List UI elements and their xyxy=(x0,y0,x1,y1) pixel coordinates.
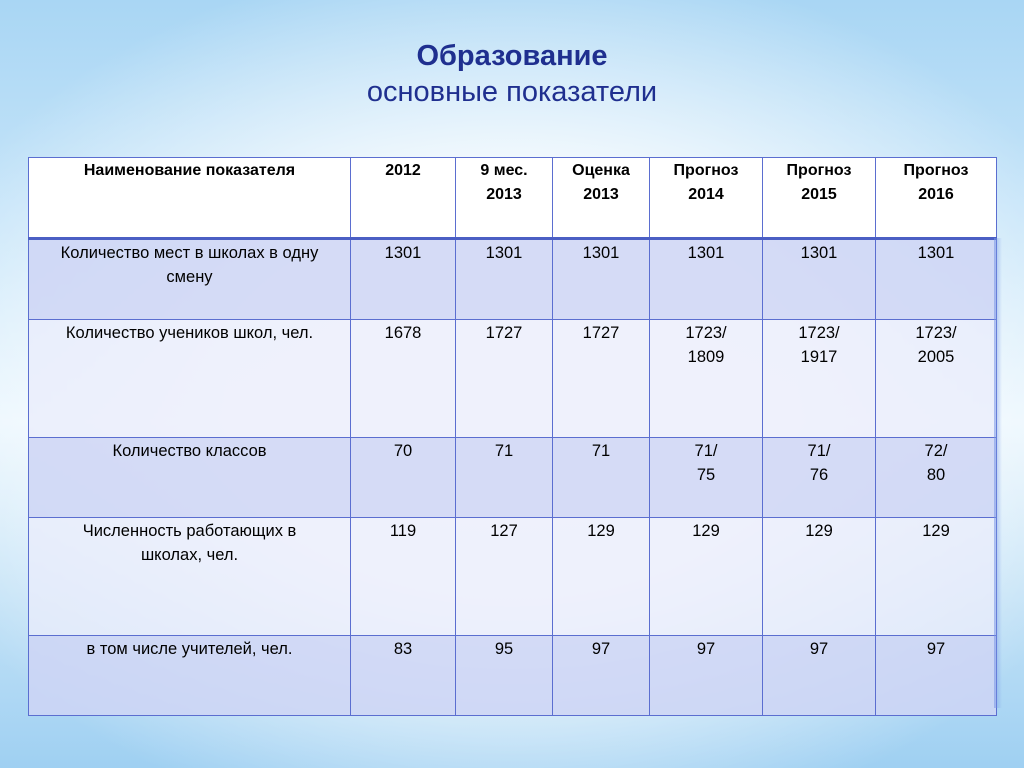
header-text-line: 2014 xyxy=(688,186,724,203)
value-line: 129 xyxy=(587,522,615,540)
value-cell xyxy=(876,239,997,320)
header-period-1 xyxy=(351,158,456,239)
value-cell xyxy=(351,320,456,438)
value-cell xyxy=(763,320,876,438)
indicator-name-line: Количество мест в школах в одну xyxy=(60,244,319,262)
value-line: 1809 xyxy=(687,348,725,366)
value-line: 83 xyxy=(393,640,413,658)
value-line: 71/ xyxy=(694,442,718,460)
header-period-5 xyxy=(763,158,876,239)
indicator-name-line: школах, чел. xyxy=(140,546,239,564)
value-line: 1301 xyxy=(582,244,620,262)
indicator-name-cell xyxy=(29,239,351,320)
value-line: 1917 xyxy=(800,348,838,366)
value-cell xyxy=(456,636,553,716)
value-cell xyxy=(553,438,650,518)
value-cell xyxy=(876,320,997,438)
value-cell xyxy=(876,438,997,518)
value-line: 1678 xyxy=(384,324,422,342)
header-text-line: 2012 xyxy=(385,162,421,179)
value-line: 1723/ xyxy=(685,324,727,342)
value-line: 1301 xyxy=(384,244,422,262)
indicator-name-line: в том числе учителей, чел. xyxy=(86,640,293,658)
value-line: 1301 xyxy=(800,244,838,262)
value-cell xyxy=(650,320,763,438)
header-text-line: Прогноз xyxy=(786,162,852,179)
value-cell xyxy=(351,239,456,320)
header-period-2 xyxy=(456,158,553,239)
header-text-line: Оценка xyxy=(572,162,630,179)
value-cell xyxy=(351,438,456,518)
value-line: 75 xyxy=(696,466,716,484)
slide-title: Образование xyxy=(416,40,608,72)
indicator-name-cell xyxy=(29,438,351,518)
header-indicator-name xyxy=(29,158,351,239)
header-text-line: 2016 xyxy=(918,186,954,203)
header-period-3 xyxy=(553,158,650,239)
header-text-line: Прогноз xyxy=(903,162,969,179)
indicator-name-cell xyxy=(29,518,351,636)
value-line: 97 xyxy=(809,640,829,658)
value-line: 1301 xyxy=(687,244,725,262)
value-cell xyxy=(650,438,763,518)
table-row xyxy=(29,438,997,518)
value-cell xyxy=(763,518,876,636)
value-line: 129 xyxy=(692,522,720,540)
indicator-name-line: смену xyxy=(166,268,213,286)
value-line: 80 xyxy=(926,466,946,484)
value-line: 127 xyxy=(490,522,518,540)
value-cell xyxy=(876,518,997,636)
header-period-6 xyxy=(876,158,997,239)
value-line: 97 xyxy=(926,640,946,658)
value-cell xyxy=(456,239,553,320)
value-line: 1723/ xyxy=(798,324,840,342)
header-period-4 xyxy=(650,158,763,239)
value-line: 71 xyxy=(494,442,514,460)
value-line: 1727 xyxy=(485,324,523,342)
table-header-row xyxy=(29,158,997,239)
value-cell xyxy=(650,518,763,636)
value-line: 129 xyxy=(805,522,833,540)
indicator-name-cell xyxy=(29,320,351,438)
header-text-line: 2013 xyxy=(486,186,522,203)
value-cell xyxy=(456,438,553,518)
value-cell xyxy=(763,636,876,716)
value-line: 1301 xyxy=(485,244,523,262)
value-line: 1727 xyxy=(582,324,620,342)
header-text-line: Наименование показателя xyxy=(83,162,296,179)
value-line: 70 xyxy=(393,442,413,460)
value-cell xyxy=(553,518,650,636)
value-line: 119 xyxy=(389,522,417,540)
table-row xyxy=(29,636,997,716)
value-line: 95 xyxy=(494,640,514,658)
value-cell xyxy=(456,320,553,438)
header-text-line: Прогноз xyxy=(673,162,739,179)
table-row xyxy=(29,518,997,636)
value-line: 129 xyxy=(922,522,950,540)
value-line: 72/ xyxy=(924,442,948,460)
value-line: 97 xyxy=(696,640,716,658)
header-text-line: 2015 xyxy=(801,186,837,203)
value-cell xyxy=(553,320,650,438)
indicator-name-line: Количество учеников школ, чел. xyxy=(65,324,314,342)
value-cell xyxy=(553,636,650,716)
value-cell xyxy=(553,239,650,320)
value-cell xyxy=(351,518,456,636)
value-line: 1723/ xyxy=(915,324,957,342)
slide-title-block xyxy=(0,38,1024,110)
value-line: 2005 xyxy=(917,348,955,366)
value-line: 71 xyxy=(591,442,611,460)
table-row xyxy=(29,320,997,438)
value-cell xyxy=(456,518,553,636)
value-cell xyxy=(650,239,763,320)
value-line: 71/ xyxy=(807,442,831,460)
value-line: 97 xyxy=(591,640,611,658)
indicator-name-line: Количество классов xyxy=(112,442,267,460)
indicators-table xyxy=(28,157,997,716)
table-edge-shadow xyxy=(994,238,1002,708)
value-cell xyxy=(650,636,763,716)
value-cell xyxy=(876,636,997,716)
value-cell xyxy=(763,438,876,518)
header-text-line: 9 мес. xyxy=(480,162,528,179)
value-cell xyxy=(763,239,876,320)
header-text-line: 2013 xyxy=(583,186,619,203)
value-cell xyxy=(351,636,456,716)
indicator-name-line: Численность работающих в xyxy=(82,522,297,540)
slide-subtitle: основные показатели xyxy=(366,76,658,108)
value-line: 76 xyxy=(809,466,829,484)
indicator-name-cell xyxy=(29,636,351,716)
table-row xyxy=(29,239,997,320)
value-line: 1301 xyxy=(917,244,955,262)
